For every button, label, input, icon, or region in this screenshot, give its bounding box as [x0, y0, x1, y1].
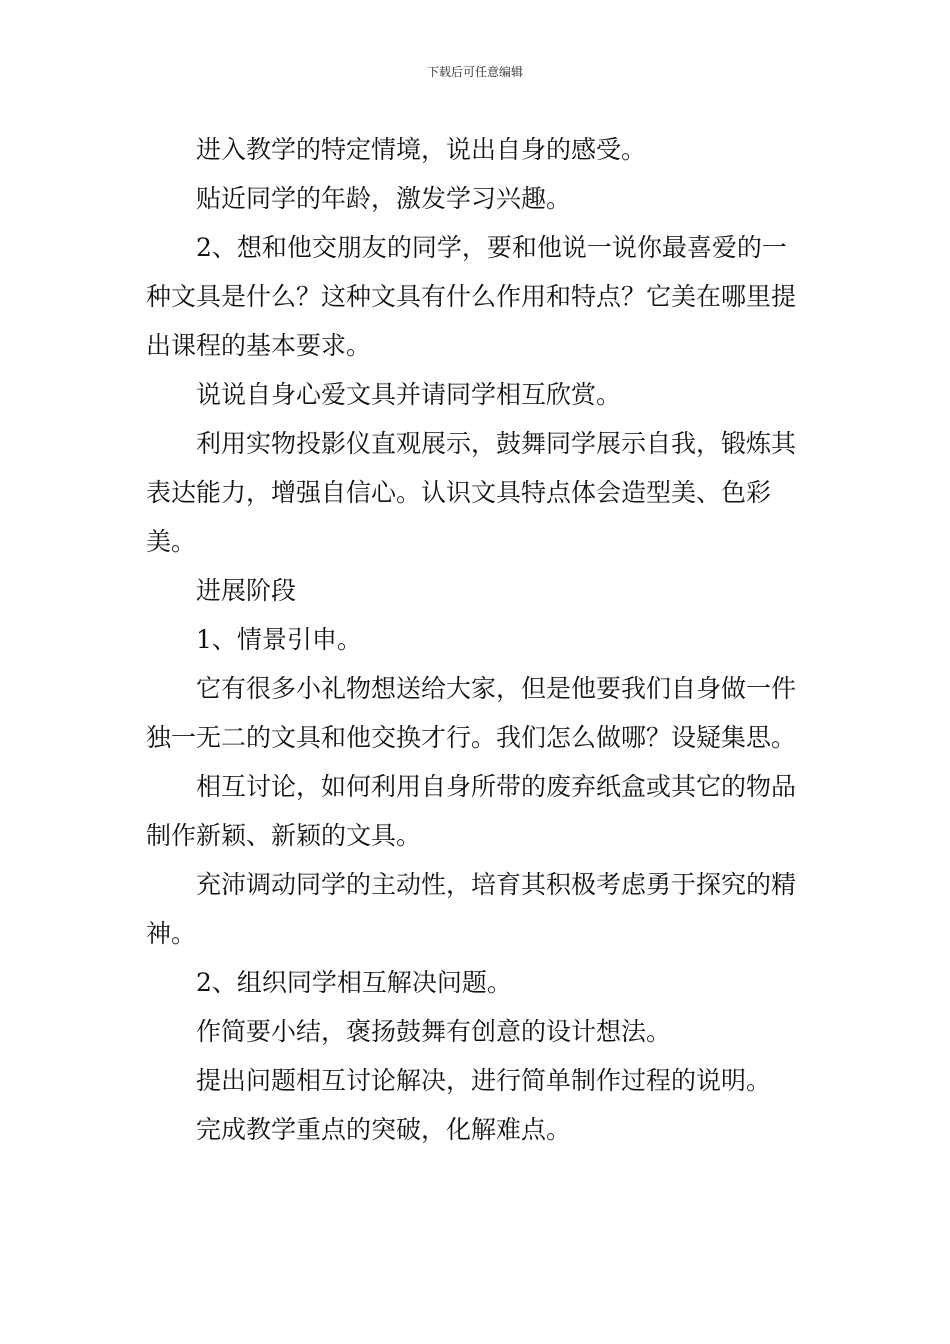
- paragraph: 利用实物投影仪直观展示，鼓舞同学展示自我，锻炼其表达能力，增强自信心。认识文具特点体会造型美、色彩美。: [146, 429, 797, 556]
- paragraph: 作简要小结，褒扬鼓舞有创意的设计想法。: [196, 1017, 672, 1046]
- paragraph: 提出问题相互讨论解决，进行简单制作过程的说明。: [196, 1066, 772, 1095]
- paragraph: 1、情景引申。: [196, 625, 362, 654]
- paragraph: 贴近同学的年龄，激发学习兴趣。: [196, 184, 572, 213]
- section-heading: 进展阶段: [196, 576, 297, 605]
- page-header-note: 下载后可任意编辑: [426, 65, 523, 79]
- paragraph: 充沛调动同学的主动性，培育其积极考虑勇于探究的精神。: [146, 870, 797, 948]
- paragraph: 相互讨论，如何利用自身所带的废弃纸盒或其它的物品制作新颖、新颖的文具。: [146, 772, 797, 850]
- paragraph: 它有很多小礼物想送给大家，但是他要我们自身做一件独一无二的文具和他交换才行。我们怎么做哪？设疑集思。: [146, 674, 797, 752]
- document-body: [146, 125, 811, 1154]
- paragraph: 说说自身心爱文具并请同学相互欣赏。: [196, 380, 622, 409]
- paragraph: 2、想和他交朋友的同学，要和他说一说你最喜爱的一种文具是什么？这种文具有什么作用和特点？它美在哪里提出课程的基本要求。: [146, 233, 797, 360]
- paragraph: 2、组织同学相互解决问题。: [196, 968, 512, 997]
- paragraph: 完成教学重点的突破，化解难点。: [196, 1115, 572, 1144]
- paragraph: 进入教学的特定情境，说出自身的感受。: [196, 135, 647, 164]
